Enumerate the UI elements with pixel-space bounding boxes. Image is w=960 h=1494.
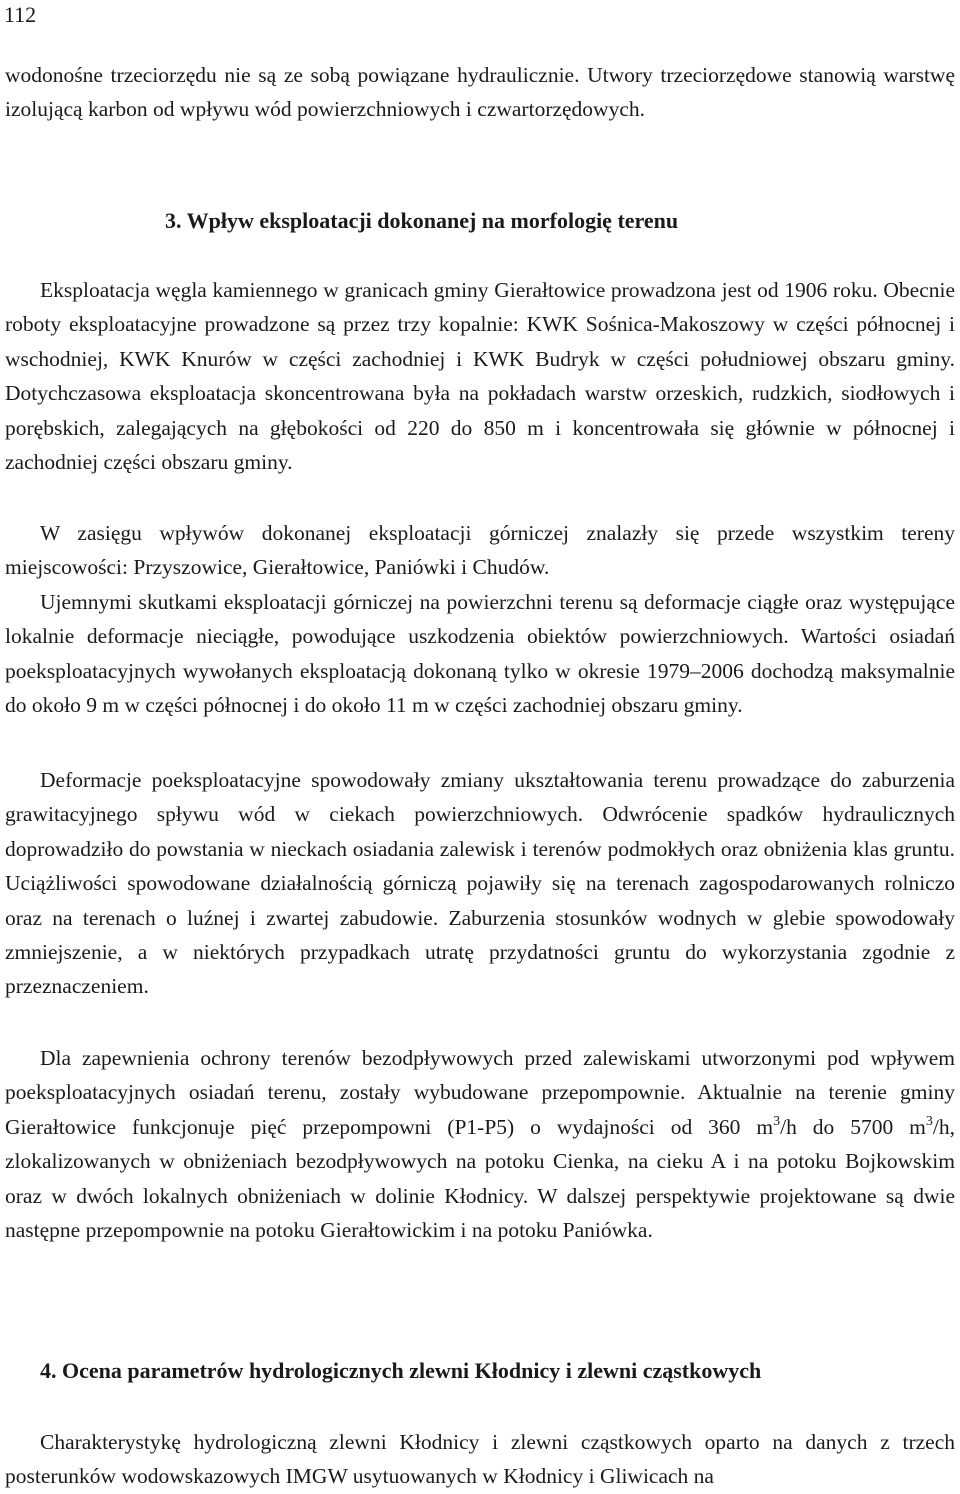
paragraph-affected-areas: W zasięgu wpływów dokonanej eksploatacji górniczej znalazły się przede wszystkim tereny miejscowości: Przyszowice, Gierałtowice, Paniówki i Chudów. [5, 521, 955, 580]
section-heading-3: 3. Wpływ eksploatacji dokonanej na morfologię terenu [165, 208, 679, 233]
pump-text-b: /h do 5700 m [780, 1114, 926, 1139]
pump-text-a: Dla zapewnienia ochrony terenów bezodpływowych przed zalewiskami utworzonymi pod wpływem poeksploatacyjnych osiadań terenu, zostały wybudowane przepompownie. Aktualnie na terenie gminy Gierałtowice funkcjonuje pięć przepompowni (P1-P5) o wydajności od 360 m [5, 1046, 955, 1139]
paragraph-deformations: Ujemnymi skutkami eksploatacji górniczej na powierzchni terenu są deformacje ciągłe oraz występujące lokalnie deformacje nieciągłe, powodujące uszkodzenia obiektów powierzchniowych. Wartości osiadań poeksploatacyjnych wywołanych eksploatacją dokonaną tylko w okresie 1979–2006 dochodzą maksymalnie do około 9 m w części północnej i do około 11 m w części zachodniej obszaru gminy. [5, 590, 955, 718]
page-number: 112 [4, 2, 37, 27]
superscript-cubic: 3 [773, 1113, 781, 1129]
paragraph-pump-stations [5, 1041, 955, 1247]
paragraph-hydrology: Charakterystykę hydrologiczną zlewni Kłodnicy i zlewni cząstkowych oparto na danych z trzech posterunków wodowskazowych IMGW usytuowanych w Kłodnicy i Gliwicach na [5, 1430, 955, 1489]
paragraph-intro: wodonośne trzeciorzędu nie są ze sobą powiązane hydraulicznie. Utwory trzeciorzędowe stanowią warstwę izolującą karbon od wpływu wód powierzchniowych i czwartorzędowych. [5, 63, 955, 122]
superscript-cubic: 3 [925, 1113, 933, 1129]
pump-text-c: /h, zlokalizowanych w obniżeniach bezodpływowych na potoku Cienka, na cieku A i na potoku Bojkowskim oraz w dwóch lokalnych obniżeniach w dolinie Kłodnicy. W dalszej perspektywie projektowane są dwie następne przepompownie na potoku Gierałtowickim i na potoku Paniówka. [5, 1114, 955, 1243]
section-heading-4: 4. Ocena parametrów hydrologicznych zlewni Kłodnicy i zlewni cząstkowych [40, 1358, 762, 1383]
paragraph-exploitation: Eksploatacja węgla kamiennego w granicach gminy Gierałtowice prowadzona jest od 1906 roku. Obecnie roboty eksploatacyjne prowadzone są przez trzy kopalnie: KWK Sośnica-Makoszowy w części północnej i wschodniej, KWK Knurów w części zachodniej i KWK Budryk w części południowej obszaru gminy. Dotychczasowa eksploatacja skoncentrowana była na pokładach warstw orzeskich, rudzkich, siodłowych i porębskich, zalegających na głębokości od 220 do 850 m i koncentrowała się głównie w północnej i zachodniej części obszaru gminy. [5, 278, 955, 475]
paragraph-hydraulic-effects: Deformacje poeksploatacyjne spowodowały zmiany ukształtowania terenu prowadzące do zaburzenia grawitacyjnego spływu wód w ciekach powierzchniowych. Odwrócenie spadków hydraulicznych doprowadziło do powstania w nieckach osiadania zalewisk i terenów podmokłych oraz obniżenia klas gruntu. Uciążliwości spowodowane działalnością górniczą pojawiły się na terenach zagospodarowanych rolniczo oraz na terenach o luźnej i zwartej zabudowie. Zaburzenia stosunków wodnych w glebie spowodowały zmniejszenie, a w niektórych przypadkach utratę przydatności gruntu do wykorzystania zgodnie z przeznaczeniem. [5, 768, 955, 999]
